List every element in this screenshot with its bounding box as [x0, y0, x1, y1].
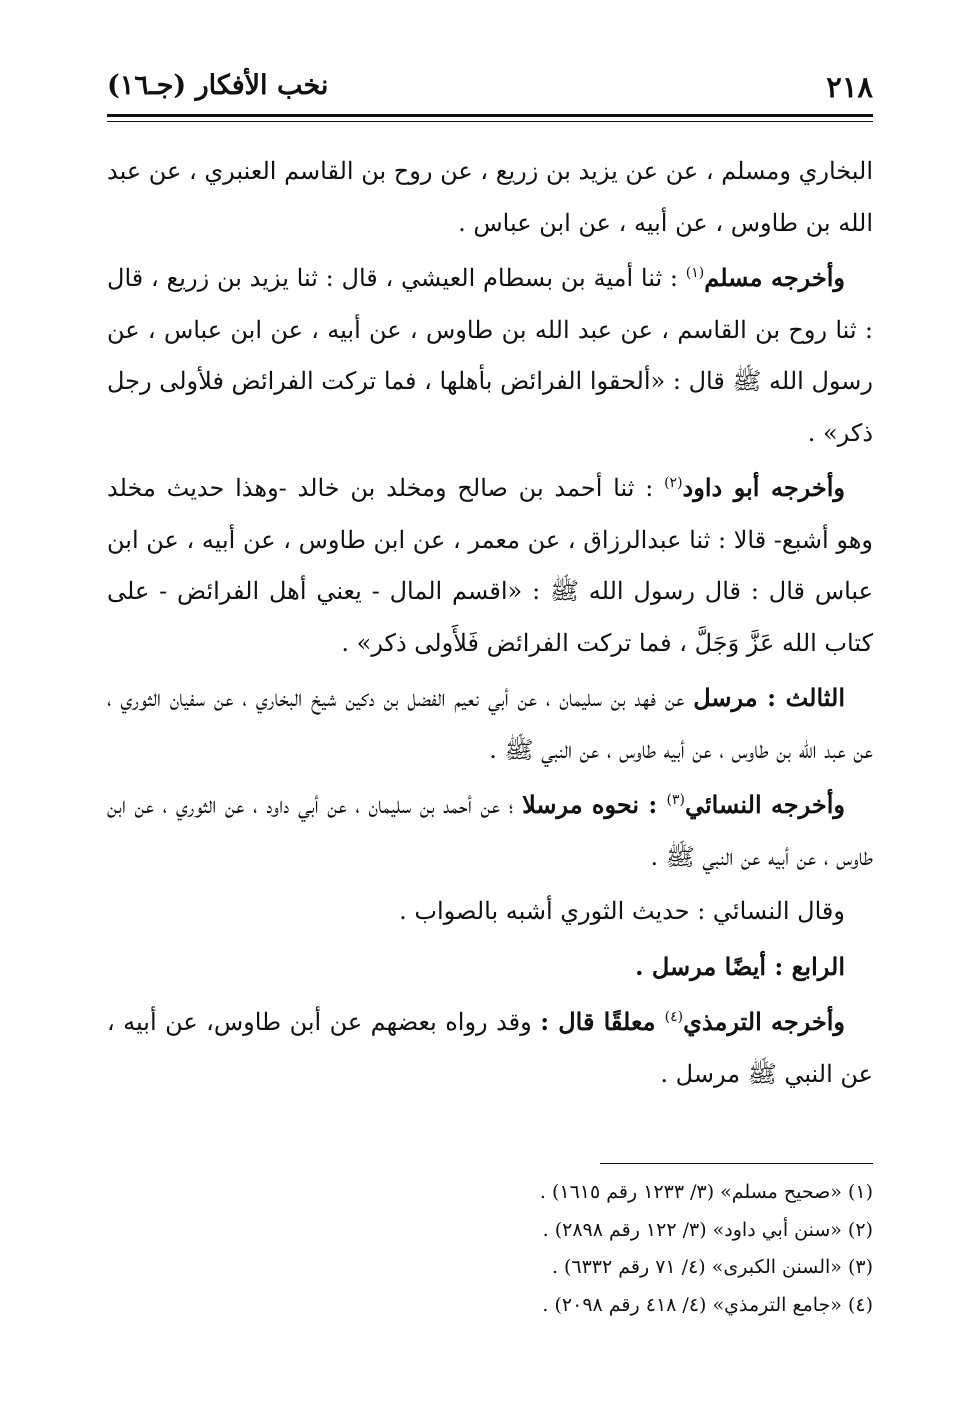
paragraph-lead: الرابع : أيضًا مرسل . — [635, 951, 845, 981]
running-header — [107, 70, 873, 110]
header-rule-thin — [107, 121, 873, 122]
book-title: نخب الأفكار (جـ١٦) — [107, 70, 329, 101]
paragraph-text: ؛ عن أحمد بن سليمان ، عن أبي داود ، عن الثوري ، عن ابن طاوس ، عن أبيه عن النبي ﷺ . — [107, 791, 873, 871]
paragraph-text: وقال النسائي : حديث الثوري أشبه بالصواب . — [399, 897, 845, 925]
header-rule-thick — [107, 114, 873, 117]
footnotes — [107, 1174, 873, 1324]
paragraph-lead: وأخرجه مسلم — [704, 263, 845, 292]
paragraph-text: عن فهد بن سليمان ، عن أبي نعيم الفضل بن دكين شيخ البخاري ، عن سفيان الثوري ، عن عبد الله بن طاوس ، عن أبيه طاوس ، عن النبي ﷺ . — [107, 684, 873, 764]
footnote: (٤) «جامع الترمذي» (٤/ ٤١٨ رقم ٢٠٩٨) . — [542, 1293, 873, 1316]
footnote-ref: (٢) — [664, 475, 683, 491]
footnote-ref: (١) — [685, 265, 705, 281]
main-text — [107, 146, 873, 1103]
paragraph-lead-2: معلقًا قال : — [540, 1007, 665, 1036]
paragraph-lead: وأخرجه أبو داود — [682, 473, 845, 502]
paragraph-lead: وأخرجه النسائي — [685, 790, 845, 819]
paragraph — [107, 146, 873, 249]
paragraph-lead-2: : نحوه مرسلا — [522, 790, 667, 819]
paragraph — [107, 779, 873, 883]
page-number: ٢١٨ — [826, 70, 873, 104]
paragraph-text: : ثنا أمية بن بسطام العيشي ، قال : ثنا يزيد بن زريع ، قال : ثنا روح بن القاسم ، عن عبد الله بن طاوس ، عن أبيه ، عن ابن عباس ، عن رسول الله ﷺ قال : «ألحقوا الفرائض بأهلها ، فما تركت الفرائض فلأولى رجل ذكر» . — [107, 264, 873, 447]
footnote: (٢) «سنن أبي داود» (٣/ ١٢٢ رقم ٢٨٩٨) . — [542, 1218, 873, 1241]
paragraph-lead: وأخرجه الترمذي — [683, 1007, 845, 1036]
paragraph — [107, 941, 873, 994]
footnote-separator — [600, 1163, 873, 1164]
footnote-ref: (٤) — [664, 1009, 684, 1025]
footnote: (١) «صحيح مسلم» (٣/ ١٢٣٣ رقم ١٦١٥) . — [539, 1181, 873, 1203]
footnote: (٣) «السنن الكبرى» (٤/ ٧١ رقم ٦٣٣٢) . — [551, 1256, 873, 1278]
paragraph — [107, 672, 873, 776]
paragraph — [107, 886, 873, 938]
paragraph-lead: الثالث : مرسل — [693, 683, 846, 712]
paragraph — [107, 996, 873, 1100]
footnote-ref: (٣) — [666, 792, 685, 808]
paragraph — [107, 462, 873, 669]
paragraph-text: البخاري ومسلم ، عن عن يزيد بن زريع ، عن روح بن القاسم العنبري ، عن عبد الله بن طاوس ، عن أبيه ، عن ابن عباس . — [107, 157, 873, 237]
paragraph — [107, 252, 873, 459]
paragraph-text: وقد رواه بعضهم عن أبن طاوس، عن أبيه ، عن النبي ﷺ مرسل . — [107, 1008, 873, 1088]
paragraph-text: : ثنا أحمد بن صالح ومخلد بن خالد -وهذا حديث مخلد وهو أشبع- قالا : ثنا عبدالرزاق ، عن معمر ، عن ابن طاوس ، عن أبيه ، عن ابن عباس قال : قال رسول الله ﷺ : «اقسم المال - يعني أهل الفرائض - على كتاب الله عَزَّ وَجَلَّ ، فما تركت الفرائض فَلأَولى ذكر» . — [107, 474, 873, 657]
